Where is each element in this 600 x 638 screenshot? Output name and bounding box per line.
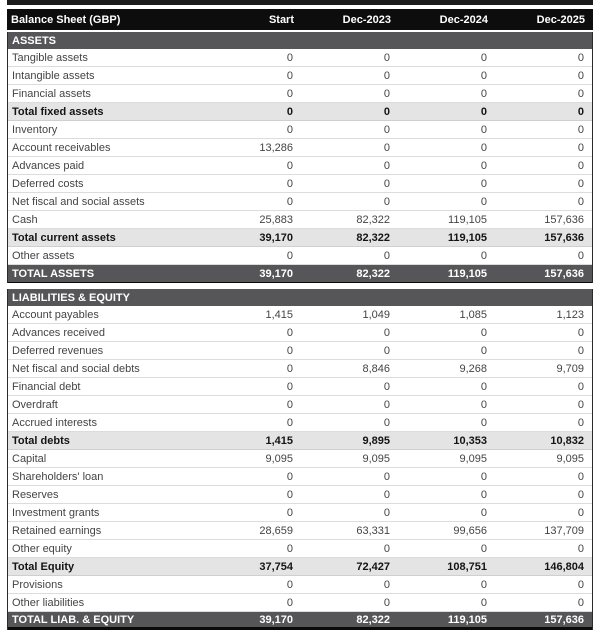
cell-value: 10,832: [550, 434, 584, 447]
cell-value: 0: [480, 123, 487, 136]
table-row: [8, 342, 592, 360]
table-row: [8, 594, 592, 612]
cell-value: 9,709: [556, 362, 584, 375]
cell-value: 0: [480, 416, 487, 429]
section-header: [8, 289, 592, 306]
cell-value: 0: [577, 249, 584, 262]
cell-value: 0: [480, 542, 487, 555]
grand-total-row: [8, 265, 592, 283]
cell-value: 0: [383, 542, 390, 555]
cell-value: 0: [383, 177, 390, 190]
row-label: Cash: [12, 213, 38, 226]
cell-value: 63,331: [356, 524, 390, 537]
cell-value: 0: [286, 51, 293, 64]
grand-total-value: 82,322: [356, 613, 390, 626]
table-top-border: [7, 0, 593, 5]
cell-value: 0: [286, 177, 293, 190]
cell-value: 0: [383, 578, 390, 591]
grand-total-value: 119,105: [447, 613, 487, 626]
cell-value: 9,095: [556, 452, 584, 465]
cell-value: 0: [480, 195, 487, 208]
row-label: Overdraft: [12, 398, 58, 411]
cell-value: 0: [480, 488, 487, 501]
row-label: Retained earnings: [12, 524, 102, 537]
cell-value: 0: [286, 87, 293, 100]
cell-value: 8,846: [362, 362, 390, 375]
row-label: Investment grants: [12, 506, 100, 519]
cell-value: 1,415: [265, 308, 293, 321]
cell-value: 0: [480, 398, 487, 411]
row-label: Account receivables: [12, 141, 111, 154]
cell-value: 0: [286, 123, 293, 136]
cell-value: 119,105: [447, 231, 487, 244]
cell-value: 28,659: [259, 524, 293, 537]
table-row: [8, 378, 592, 396]
cell-value: 0: [480, 380, 487, 393]
cell-value: 0: [383, 51, 390, 64]
table-title: Balance Sheet (GBP): [11, 13, 121, 26]
grand-total-value: 82,322: [356, 267, 390, 280]
grand-total-value: 157,636: [544, 267, 584, 280]
section-liabilities-equity: [7, 289, 593, 630]
cell-value: 0: [577, 141, 584, 154]
cell-value: 0: [577, 69, 584, 82]
cell-value: 0: [480, 87, 487, 100]
row-label: Accrued interests: [12, 416, 97, 429]
cell-value: 0: [383, 195, 390, 208]
cell-value: 1,049: [362, 308, 390, 321]
table-row: [8, 396, 592, 414]
row-label: Inventory: [12, 123, 58, 136]
row-label: Total Equity: [12, 560, 75, 573]
cell-value: 0: [286, 416, 293, 429]
cell-value: 0: [577, 195, 584, 208]
cell-value: 0: [383, 123, 390, 136]
grand-total-label: TOTAL ASSETS: [12, 267, 95, 280]
cell-value: 9,095: [362, 452, 390, 465]
row-label: Net fiscal and social assets: [12, 195, 145, 208]
cell-value: 0: [286, 542, 293, 555]
table-row: [8, 175, 592, 193]
table-row: [8, 247, 592, 265]
cell-value: 0: [383, 470, 390, 483]
cell-value: 0: [577, 87, 584, 100]
cell-value: 0: [577, 344, 584, 357]
table-row: [8, 468, 592, 486]
row-label: Deferred revenues: [12, 344, 104, 357]
row-label: Deferred costs: [12, 177, 84, 190]
table-header-row: [7, 9, 593, 30]
row-label: Capital: [12, 452, 47, 465]
grand-total-label: TOTAL LIAB. & EQUITY: [12, 613, 135, 626]
cell-value: 37,754: [259, 560, 293, 573]
section-header: [8, 32, 592, 49]
cell-value: 0: [577, 380, 584, 393]
cell-value: 0: [577, 398, 584, 411]
cell-value: 0: [383, 488, 390, 501]
cell-value: 0: [383, 249, 390, 262]
table-row: [8, 193, 592, 211]
section-header-label: ASSETS: [12, 34, 57, 47]
cell-value: 9,095: [459, 452, 487, 465]
table-row: [8, 522, 592, 540]
row-label: Financial debt: [12, 380, 81, 393]
cell-value: 9,095: [265, 452, 293, 465]
table-body: [7, 32, 593, 630]
cell-value: 0: [577, 159, 584, 172]
cell-value: 99,656: [453, 524, 487, 537]
table-row: [8, 229, 592, 247]
cell-value: 39,170: [259, 231, 293, 244]
table-row: [8, 450, 592, 468]
grand-total-value: 39,170: [259, 613, 293, 626]
column-header: Dec-2023: [342, 13, 391, 26]
row-label: Advances paid: [12, 159, 85, 172]
row-label: Total current assets: [12, 231, 116, 244]
cell-value: 0: [577, 578, 584, 591]
row-label: Other liabilities: [12, 596, 85, 609]
cell-value: 10,353: [453, 434, 487, 447]
row-label: Advances received: [12, 326, 105, 339]
cell-value: 0: [286, 398, 293, 411]
table-row: [8, 432, 592, 450]
grand-total-value: 119,105: [447, 267, 487, 280]
row-label: Account payables: [12, 308, 99, 321]
cell-value: 0: [286, 326, 293, 339]
cell-value: 157,636: [544, 213, 584, 226]
column-header: Dec-2024: [439, 13, 488, 26]
cell-value: 0: [480, 326, 487, 339]
cell-value: 108,751: [447, 560, 487, 573]
cell-value: 0: [577, 105, 584, 118]
cell-value: 119,105: [448, 213, 487, 226]
cell-value: 0: [577, 470, 584, 483]
cell-value: 157,636: [544, 231, 584, 244]
cell-value: 0: [577, 542, 584, 555]
cell-value: 1,123: [556, 308, 584, 321]
cell-value: 0: [383, 380, 390, 393]
cell-value: 0: [383, 141, 390, 154]
cell-value: 0: [480, 159, 487, 172]
cell-value: 0: [577, 177, 584, 190]
cell-value: 0: [286, 506, 293, 519]
cell-value: 0: [286, 362, 293, 375]
cell-value: 0: [286, 488, 293, 501]
cell-value: 0: [480, 578, 487, 591]
table-row: [8, 306, 592, 324]
cell-value: 0: [286, 470, 293, 483]
cell-value: 1,415: [265, 434, 293, 447]
cell-value: 0: [286, 596, 293, 609]
row-label: Shareholders' loan: [12, 470, 104, 483]
cell-value: 0: [480, 596, 487, 609]
cell-value: 0: [480, 105, 487, 118]
table-row: [8, 486, 592, 504]
cell-value: 0: [480, 470, 487, 483]
table-row: [8, 121, 592, 139]
table-row: [8, 103, 592, 121]
cell-value: 0: [286, 578, 293, 591]
table-row: [8, 414, 592, 432]
cell-value: 82,322: [356, 213, 390, 226]
cell-value: 0: [286, 195, 293, 208]
table-row: [8, 211, 592, 229]
cell-value: 0: [577, 326, 584, 339]
row-label: Provisions: [12, 578, 63, 591]
cell-value: 137,709: [544, 524, 584, 537]
cell-value: 72,427: [356, 560, 390, 573]
cell-value: 0: [286, 105, 293, 118]
row-label: Reserves: [12, 488, 59, 501]
row-label: Intangible assets: [12, 69, 95, 82]
table-row: [8, 85, 592, 103]
row-label: Net fiscal and social debts: [12, 362, 140, 375]
table-row: [8, 558, 592, 576]
cell-value: 0: [383, 344, 390, 357]
grand-total-value: 157,636: [544, 613, 584, 626]
table-row: [8, 576, 592, 594]
table-row: [8, 157, 592, 175]
row-label: Other assets: [12, 249, 75, 262]
cell-value: 0: [480, 177, 487, 190]
cell-value: 0: [577, 596, 584, 609]
row-label: Total debts: [12, 434, 70, 447]
section-assets: [7, 32, 593, 283]
cell-value: 0: [577, 51, 584, 64]
cell-value: 0: [577, 488, 584, 501]
cell-value: 0: [480, 506, 487, 519]
cell-value: 0: [286, 249, 293, 262]
cell-value: 0: [383, 105, 390, 118]
row-label: Financial assets: [12, 87, 91, 100]
cell-value: 0: [383, 596, 390, 609]
cell-value: 0: [383, 398, 390, 411]
cell-value: 0: [383, 87, 390, 100]
cell-value: 0: [286, 344, 293, 357]
cell-value: 82,322: [356, 231, 390, 244]
cell-value: 13,286: [259, 141, 293, 154]
grand-total-row: [8, 612, 592, 630]
cell-value: 0: [286, 159, 293, 172]
cell-value: 146,804: [544, 560, 584, 573]
table-row: [8, 504, 592, 522]
cell-value: 0: [577, 506, 584, 519]
column-header: Start: [268, 13, 294, 26]
cell-value: 0: [286, 380, 293, 393]
cell-value: 0: [383, 416, 390, 429]
cell-value: 0: [577, 416, 584, 429]
column-header: Dec-2025: [536, 13, 585, 26]
table-row: [8, 139, 592, 157]
cell-value: 0: [480, 249, 487, 262]
table-row: [8, 67, 592, 85]
row-label: Other equity: [12, 542, 72, 555]
cell-value: 9,895: [362, 434, 390, 447]
table-row: [8, 360, 592, 378]
row-label: Tangible assets: [12, 51, 88, 64]
cell-value: 0: [383, 506, 390, 519]
cell-value: 0: [577, 123, 584, 136]
cell-value: 0: [383, 69, 390, 82]
cell-value: 0: [480, 51, 487, 64]
cell-value: 25,883: [259, 213, 293, 226]
section-header-label: LIABILITIES & EQUITY: [12, 291, 130, 304]
row-label: Total fixed assets: [12, 105, 104, 118]
balance-sheet-table: [7, 0, 593, 630]
cell-value: 1,085: [459, 308, 487, 321]
cell-value: 0: [480, 141, 487, 154]
table-row: [8, 49, 592, 67]
table-row: [8, 540, 592, 558]
cell-value: 9,268: [459, 362, 487, 375]
grand-total-value: 39,170: [259, 267, 293, 280]
cell-value: 0: [480, 69, 487, 82]
cell-value: 0: [383, 159, 390, 172]
cell-value: 0: [383, 326, 390, 339]
cell-value: 0: [286, 69, 293, 82]
table-row: [8, 324, 592, 342]
cell-value: 0: [480, 344, 487, 357]
